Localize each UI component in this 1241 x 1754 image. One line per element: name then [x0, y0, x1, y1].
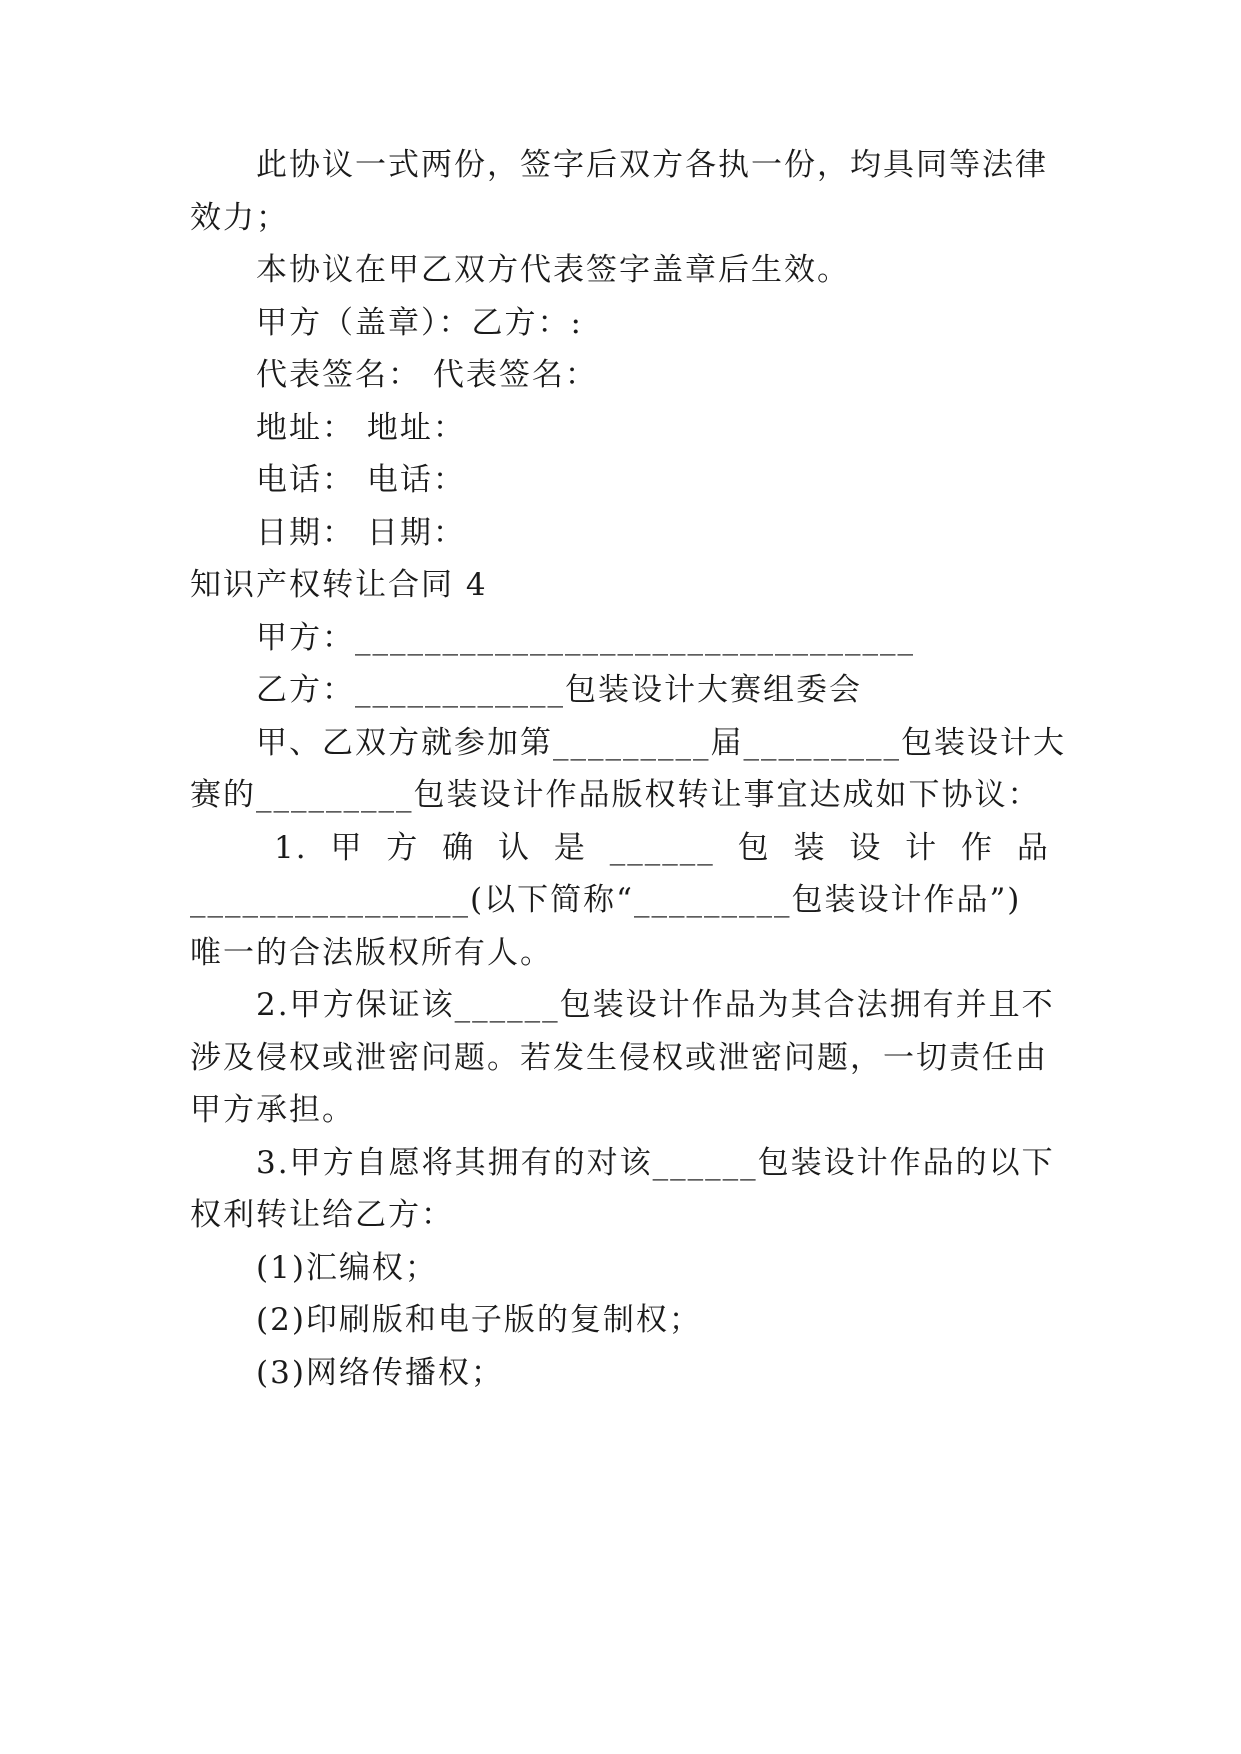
paragraph-effective: 本协议在甲乙双方代表签字盖章后生效。: [256, 252, 850, 288]
clause-1-word: 作: [961, 830, 995, 866]
paragraph-copies-line-2: 效力；: [190, 200, 289, 236]
clause-1-word: 设: [849, 830, 883, 866]
clause-2-line-2: 涉及侵权或泄密问题。若发生侵权或泄密问题，一切责任由: [190, 1040, 1048, 1076]
clause-1-word: 装: [793, 830, 827, 866]
clause-1-line-1: [256, 828, 1050, 868]
section-heading: 知识产权转让合同 4: [190, 567, 488, 603]
right-item-2: (2)印刷版和电子版的复制权；: [256, 1302, 702, 1338]
clause-1-line-2: ________________(以下简称“_________包装设计作品”): [190, 882, 1022, 918]
signature-representative-line: 代表签名： 代表签名：: [256, 357, 598, 393]
signature-phone-line: 电话： 电话：: [256, 462, 466, 498]
clause-1-word: 是: [553, 830, 587, 866]
right-item-1: (1)汇编权；: [256, 1250, 438, 1286]
preamble-line-1: 甲、乙双方就参加第_________届_________包装设计大: [256, 725, 1066, 761]
clause-1-word: 方: [386, 830, 420, 866]
clause-1-word: 品: [1016, 830, 1050, 866]
signature-date-line: 日期： 日期：: [256, 515, 466, 551]
clause-1-line-3: 唯一的合法版权所有人。: [190, 935, 553, 971]
clause-1-word: 计: [905, 830, 939, 866]
clause-1-word: 认: [498, 830, 532, 866]
clause-2-line-3: 甲方承担。: [190, 1092, 355, 1128]
clause-1-word: 甲: [330, 830, 364, 866]
party-a-line: 甲方：________________________________: [256, 620, 915, 656]
paragraph-copies-line-1: 此协议一式两份，签字后双方各执一份，均具同等法律: [256, 147, 1048, 183]
party-b-line: 乙方：____________包装设计大赛组委会: [256, 672, 862, 708]
signature-party-line: 甲方（盖章）：乙方：:: [256, 305, 583, 341]
signature-address-line: 地址： 地址：: [256, 410, 466, 446]
clause-3-line-1: 3.甲方自愿将其拥有的对该______包装设计作品的以下: [256, 1145, 1055, 1181]
clause-1-blank: ______: [609, 830, 715, 866]
clause-1-word: 1.: [274, 830, 308, 866]
clause-1-word: 确: [442, 830, 476, 866]
clause-2-line-1: 2.甲方保证该______包装设计作品为其合法拥有并且不: [256, 987, 1055, 1023]
preamble-line-2: 赛的_________包装设计作品版权转让事宜达成如下协议：: [190, 777, 1041, 813]
clause-3-line-2: 权利转让给乙方：: [190, 1197, 454, 1233]
clause-1-word: 包: [737, 830, 771, 866]
right-item-3: (3)网络传播权；: [256, 1355, 504, 1391]
